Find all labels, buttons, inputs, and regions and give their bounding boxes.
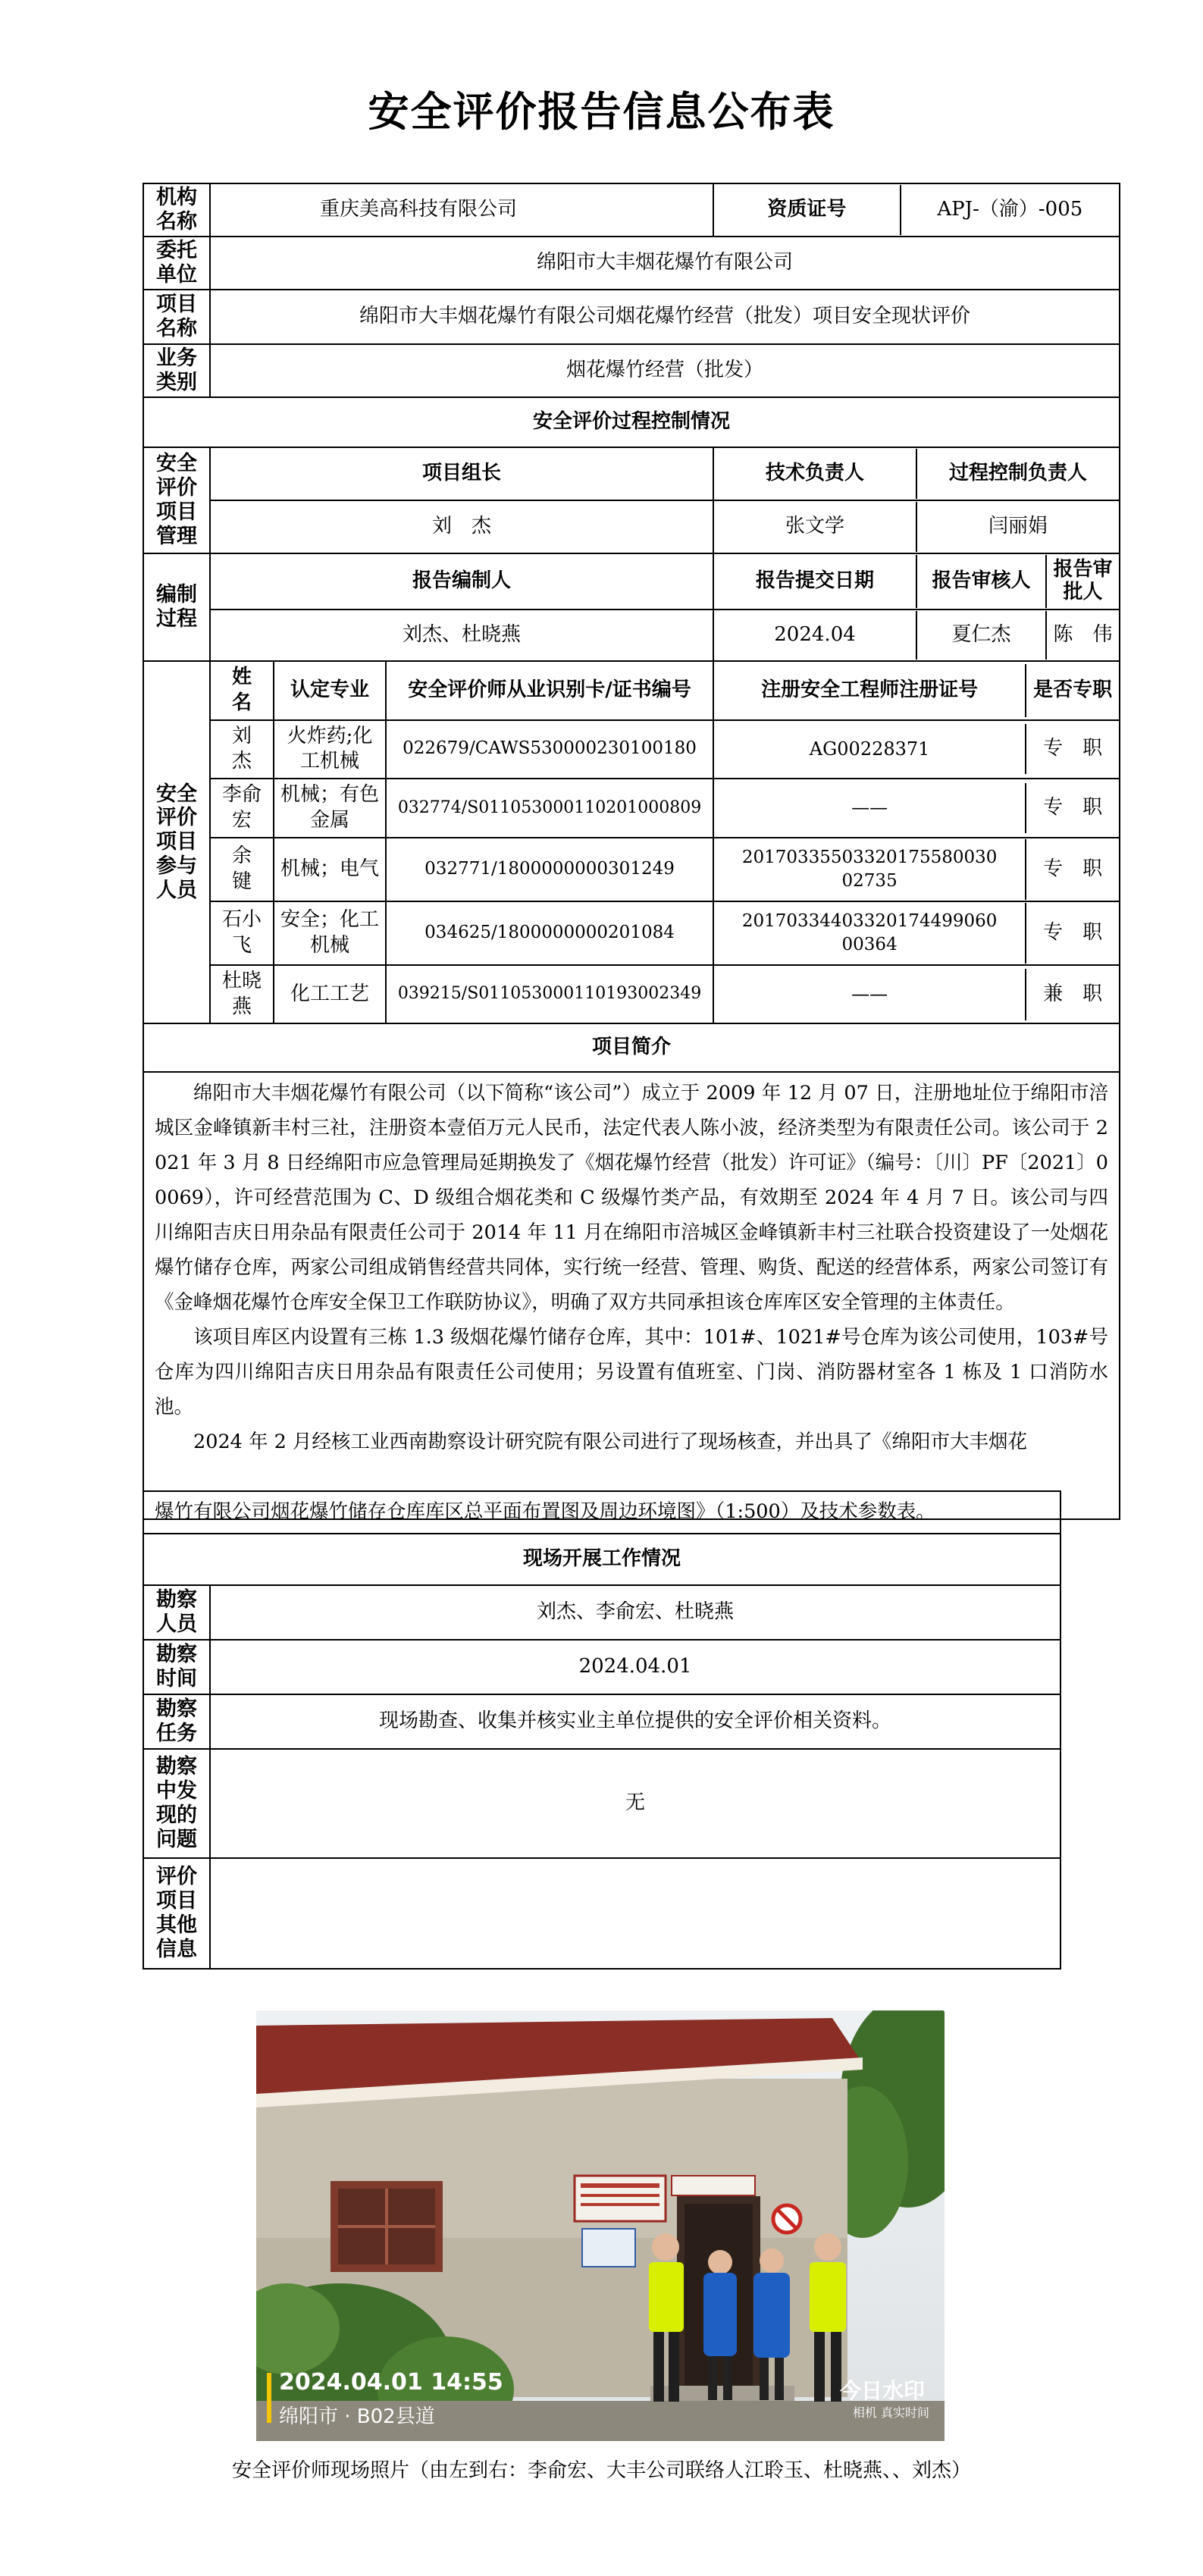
business-value: 烟花爆竹经营（批发） [210,344,1120,397]
timestamp-bar [267,2373,271,2423]
approver-value: 陈 伟 [1053,623,1113,647]
table-row [143,965,1120,1024]
survey-time-label: 勘察时间 [143,1640,210,1694]
mgmt-headers-right [713,447,1120,500]
staff-major: 火炸药;化工机械 [274,720,386,779]
tech-header-inner: 技术负责人 [714,449,916,499]
staff-name: 余 键 [210,838,274,901]
compile-headers-right [713,553,1120,610]
page-title: 安全评价报告信息公布表 [368,88,835,136]
org-label: 机构名称 [143,183,210,237]
staff-major: 机械；有色金属 [274,779,386,838]
staff-card: 032771/1800000000301249 [386,838,713,901]
staff-header-reg: 注册安全工程师注册证号 [714,664,1026,717]
staff-header-full: 是否专职 [1033,678,1113,702]
staff-card: 039215/S011053000110193002349 [386,965,713,1024]
staff-name: 石小飞 [210,901,274,965]
intro-body [143,1072,1120,1519]
survey-problem-value: 无 [210,1749,1060,1858]
cert-value: APJ-（渝）-005 [937,198,1083,221]
staff-card: 032774/S011053000110201000809 [386,779,713,838]
staff-reg: 2017033550332017558003002735 [714,839,1026,900]
reviewer-value: 夏仁杰 [916,611,1046,660]
staff-header-right [713,661,1120,720]
other-info-label: 评价项目其他信息 [143,1858,210,1969]
staff-right [713,779,1120,838]
author-value: 刘杰、杜晓燕 [210,610,713,661]
staff-name: 李俞宏 [210,779,274,838]
cert-label-inner: 资质证号 [714,185,901,235]
staff-major: 化工工艺 [274,965,386,1024]
mgmt-label: 安全评价项目管理 [143,447,210,553]
info-table-main [143,183,1120,1520]
staff-full: 专 职 [1043,857,1103,880]
staff-label: 安全评价项目参与人员 [143,661,210,1023]
survey-task-label: 勘察任务 [143,1694,210,1749]
org-value: 重庆美高科技有限公司 [210,183,713,237]
intro-paragraph-1: 绵阳市大丰烟花爆竹有限公司（以下简称“该公司”）成立于 2009 年 12 月 07 日，注册地址位于绵阳市涪城区金峰镇新丰村三社，注册资本壹佰万元人民币，法定代表人陈小波，经济类型为有限责任公司。该公司于 2021 年 3 月 8 日经绵阳市应急管理局延期换发了《烟花爆竹经营（批发）许可证》（编号：〔川〕PF〔2021〕00069），许可经营范围为 C、D 级组合烟花类和 C 级爆竹类产品，有效期至 2024 年 4 月 7 日。该公司与四川绵阳吉庆日用杂品有限责任公司于 2014 年 11 月在绵阳市涪城区金峰镇新丰村三社联合投资建设了一处烟花爆竹储存仓库，两家公司组成销售经营共同体，实行统一经营、管理、购货、配送的经营体系，两家公司签订有《金峰烟花爆竹仓库安全保卫工作联防协议》，明确了双方共同承担该仓库库区安全管理的主体责任。 [155,1082,1109,1315]
staff-right [713,720,1120,779]
staff-full: 专 职 [1043,737,1103,760]
table-row [143,901,1120,965]
survey-staff-label: 勘察人员 [143,1585,210,1640]
staff-name: 杜晓燕 [210,965,274,1024]
approver-header: 报告审批人 [1053,558,1113,603]
staff-full: 专 职 [1043,796,1103,819]
business-label: 业务类别 [143,344,210,397]
staff-reg: 2017033440332017449906000364 [714,903,1026,964]
ctrl-value: 闫丽娟 [988,515,1048,538]
ctrl-header: 过程控制负责人 [949,462,1088,485]
staff-card: 034625/1800000000201084 [386,901,713,965]
tech-value: 张文学 [714,502,916,552]
onsite-section-title: 现场开展工作情况 [143,1534,1060,1585]
reviewer-header: 报告审核人 [916,555,1046,608]
staff-major: 安全；化工机械 [274,901,386,965]
intro-paragraph-2: 该项目库区内设置有三栋 1.3 级烟花爆竹储存仓库，其中：101#、1021#号仓库为该公司使用，103#号仓库为四川绵阳吉庆日用杂品有限责任公司使用；另设置有值班室、门岗、消防器材室各 1 栋及 1 口消防水池。 [155,1326,1109,1419]
survey-task-value: 现场勘查、收集并核实业主单位提供的安全评价相关资料。 [210,1694,1060,1749]
staff-major: 机械；电气 [274,838,386,901]
table-row [143,779,1120,838]
client-label: 委托单位 [143,237,210,290]
intro-continued: 爆竹有限公司烟花爆竹储存仓库库区总平面布置图及周边环境图》（1:500）及技术参数表。 [143,1491,1060,1534]
staff-reg: —— [714,969,1026,1020]
photo-timestamp: 2024.04.01 14:55 [279,2369,503,2396]
intro-paragraph-3: 2024 年 2 月经核工业西南勘察设计研究院有限公司进行了现场核查，并出具了《绵阳市大丰烟花 [193,1431,1027,1454]
staff-reg: AG00228371 [714,724,1026,774]
survey-staff-value: 刘杰、李俞宏、杜晓燕 [210,1585,1060,1640]
client-value: 绵阳市大丰烟花爆竹有限公司 [210,237,1120,290]
survey-time-value: 2024.04.01 [210,1640,1060,1694]
photo-location: 绵阳市 · B02县道 [279,2405,435,2428]
other-info-value [210,1858,1060,1969]
photo-watermark-sub: 相机 真实时间 [852,2405,929,2420]
site-photo [256,2010,945,2441]
survey-problem-label: 勘察中发现的问题 [143,1749,210,1858]
info-table-continued [143,1490,1061,1970]
date-header: 报告提交日期 [714,555,916,608]
table-row [143,720,1120,779]
staff-header-name: 姓 名 [210,661,274,720]
compile-label: 编制过程 [143,553,210,661]
photo-caption: 安全评价师现场照片（由左到右：李俞宏、大丰公司联络人江聆玉、杜晓燕、、刘杰） [231,2459,971,2482]
mgmt-values-right [713,500,1120,553]
leader-header: 项目组长 [210,447,713,500]
staff-full: 兼 职 [1043,982,1103,1005]
staff-right [713,901,1120,965]
project-value: 绵阳市大丰烟花爆竹有限公司烟花爆竹经营（批发）项目安全现状评价 [210,290,1120,344]
date-value: 2024.04 [714,611,916,660]
staff-full: 专 职 [1043,920,1103,944]
staff-card: 022679/CAWS530000230100180 [386,720,713,779]
leader-value: 刘 杰 [210,500,713,553]
photo-watermark: 今日水印 [839,2378,925,2403]
staff-header-major: 认定专业 [274,661,386,720]
staff-name: 刘 杰 [210,720,274,779]
cert-value-cell [713,183,1120,237]
staff-reg: —— [714,783,1026,833]
staff-right [713,838,1120,901]
compile-values-right [713,610,1120,661]
project-label: 项目名称 [143,290,210,344]
process-section-title: 安全评价过程控制情况 [143,397,1120,447]
staff-header-card: 安全评价师从业识别卡/证书编号 [386,661,713,720]
author-header: 报告编制人 [210,553,713,610]
staff-right [713,965,1120,1024]
intro-section-title: 项目简介 [143,1023,1120,1072]
table-row [143,838,1120,901]
